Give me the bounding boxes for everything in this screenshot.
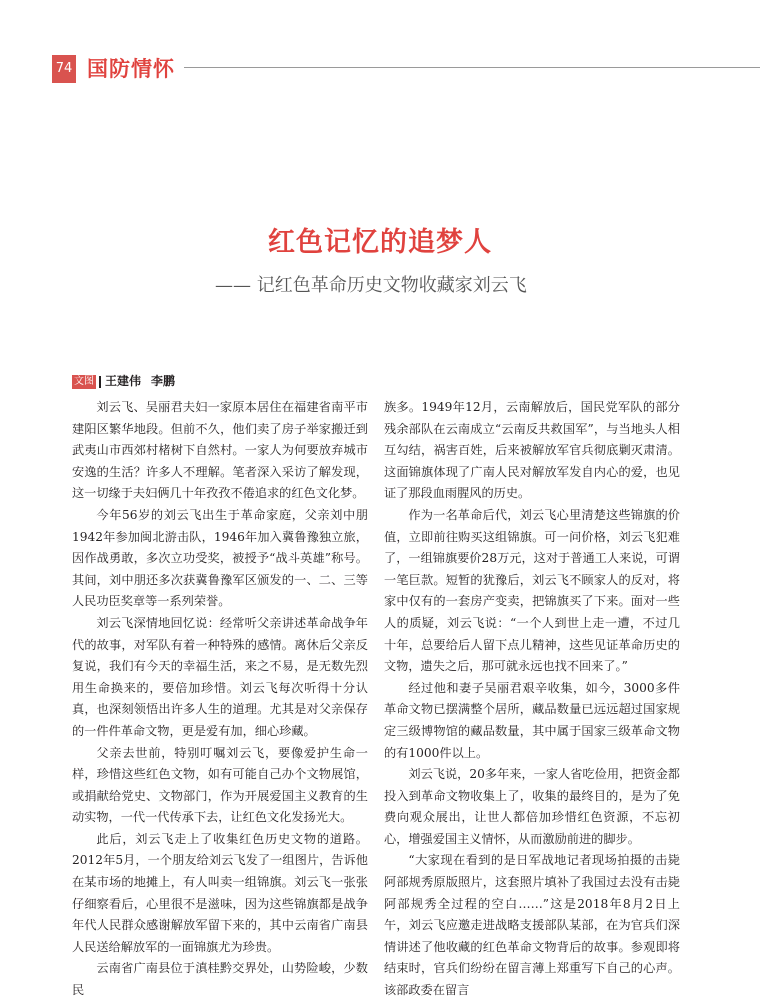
paragraph: 今年56岁的刘云飞出生于革命家庭，父亲刘中朋1942年参加闽北游击队，1946年加入冀鲁豫独立旅，因作战勇敢，多次立功受奖，被授予“战斗英雄”称号。其间，刘中朋还多次获冀鲁豫军区颁发的一、二、三等人民功臣奖章等一系列荣誉。: [72, 507, 368, 609]
paragraph: 经过他和妻子吴丽君艰辛收集，如今，3000多件革命文物已摆满整个居所，藏品数量已远远超过国家规定三级博物馆的藏品数量，其中属于国家三级革命文物的有1000件以上。: [384, 680, 680, 760]
paragraph: 父亲去世前，特别叮嘱刘云飞，要像爱护生命一样，珍惜这些红色文物，如有可能自己办个文物展馆，或捐献给党史、文物部门，作为开展爱国主义教育的生动实物，一代一代传承下去，让红色文化发扬光大。: [72, 745, 368, 825]
paragraph: 云南省广南县位于滇桂黔交界处，山势险峻，少数民: [72, 961, 368, 998]
header-divider: [184, 67, 760, 68]
article-title: 红色记忆的追梦人: [268, 227, 492, 258]
page-header: [52, 50, 760, 84]
paragraph: 刘云飞说，20多年来，一家人省吃俭用，把资金都投入到革命文物收集上了，收集的最终目的，是为了免费向观众展出，让世人都倍加珍惜红色资源，不忘初心，增强爱国主义情怀，从而激励前进的脚步。: [384, 767, 680, 846]
author-name: 王建伟: [105, 374, 142, 388]
paragraph: “大家现在看到的是日军战地记者现场拍摄的击毙阿部规秀原版照片，这套照片填补了我国过去没有击毙阿部规秀全过程的空白……”这是2018年8月2日上午，刘云飞应邀走进战略支援部队某部，在为官兵们深情讲述了他收藏的红色革命文物背后的故事。参观即将结束时，官兵们纷纷在留言薄上郑重写下自己的心声。该部政委在留言: [384, 853, 680, 998]
paragraph: 作为一名革命后代，刘云飞心里清楚这些锦旗的价值，立即前往购买这组锦旗。可一问价格，刘云飞犯难了，一组锦旗要价28万元，这对于普通工人来说，可谓一笔巨款。短暂的犹豫后，刘云飞不顾家人的反对，将家中仅有的一套房产变卖，把锦旗买了下来。面对一些人的质疑，刘云飞说：“一个人到世上走一遭，不过几十年，总要给后人留下点儿精神，这些见证革命历史的文物，遗失之后，那可就永远也找不回来了。”: [384, 507, 680, 674]
page-number-badge: 74: [52, 55, 76, 83]
byline-tag: 文图: [74, 375, 94, 387]
byline: [72, 373, 185, 389]
author-name: 李鹏: [151, 374, 176, 388]
section-title: 国防情怀: [87, 57, 175, 81]
paragraph: 刘云飞深情地回忆说：经常听父亲讲述革命战争年代的故事，对军队有着一种特殊的感情。离休后父亲反复说，我们有今天的幸福生活，来之不易，是无数先烈用生命换来的，要倍加珍惜。刘云飞每次听得十分认真，也深刻领悟出许多人生的道理。尤其是对父亲保存的一件件革命文物，更是爱有加，细心珍藏。: [72, 615, 368, 738]
byline-divider: [99, 376, 101, 388]
paragraph-continued: 族多。1949年12月，云南解放后，国民党军队的部分残余部队在云南成立“云南反共救国军”，与当地头人相互勾结，祸害百姓，后来被解放军官兵彻底剿灭肃清。这面锦旗体现了广南人民对解放军发自内心的爱，也见证了那段血雨腥风的历史。: [384, 400, 680, 501]
paragraph: 此后，刘云飞走上了收集红色历史文物的道路。2012年5月，一个朋友给刘云飞发了一组图片，告诉他在某市场的地摊上，有人叫卖一组锦旗。刘云飞一张张仔细察看后，心里很不是滋味，因为这些锦旗都是战争年代人民群众感谢解放军留下来的，其中云南省广南县人民送给解放军的一面锦旗尤为珍贵。: [72, 831, 368, 954]
text-column-left: [72, 397, 368, 1002]
paragraph: 刘云飞、吴丽君夫妇一家原本居住在福建省南平市建阳区繁华地段。但前不久，他们卖了房子举家搬迁到武夷山市西郊村楮树下自然村。一家人为何要放弃城市安逸的生活？许多人不理解。笔者深入采访了解发现，这一切缘于夫妇俩几十年孜孜不倦追求的红色文化梦。: [72, 400, 368, 501]
article-subtitle: —— 记红色革命历史文物收藏家刘云飞: [215, 275, 527, 296]
text-column-right: [384, 397, 680, 1002]
